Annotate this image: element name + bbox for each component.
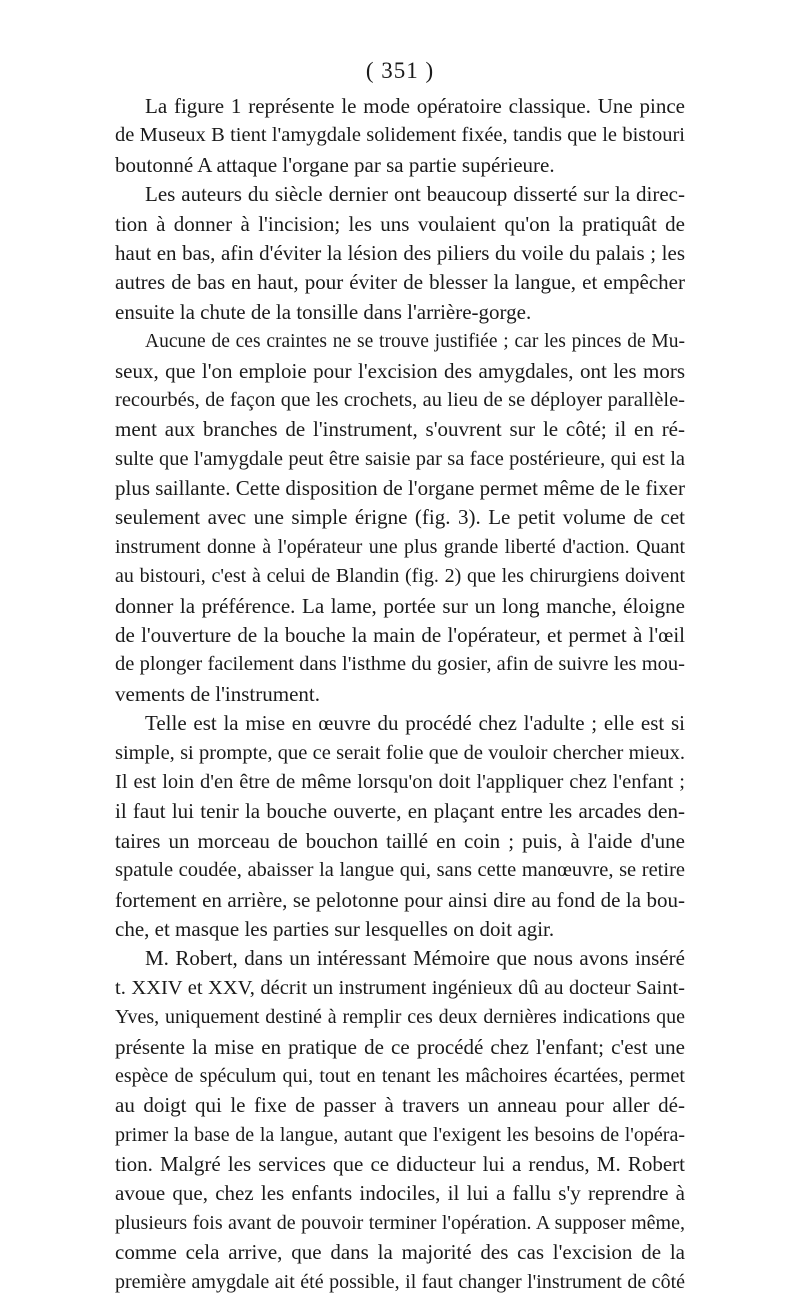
- text-line: Aucune de ces craintes ne se trouve justifiée ; car les pinces de Mu-: [145, 331, 685, 353]
- text-line: au doigt qui le fixe de passer à travers un anneau pour aller dé-: [115, 1093, 685, 1118]
- text-line: il faut lui tenir la bouche ouverte, en plaçant entre les arcades den-: [115, 799, 685, 824]
- text-line: Telle est la mise en œuvre du procédé chez l'adulte ; elle est si: [145, 711, 685, 736]
- text-line: M. Robert, dans un intéressant Mémoire que nous avons inséré: [145, 946, 685, 971]
- text-line: che, et masque les parties sur lesquelles on doit agir.: [115, 916, 555, 941]
- text-line: seux, que l'on emploie pour l'excision des amygdales, ont les mors: [115, 358, 685, 383]
- text-line: vements de l'instrument.: [115, 681, 320, 706]
- text-line: La figure 1 représente le mode opératoire classique. Une pince: [145, 94, 685, 118]
- text-line: Les auteurs du siècle dernier ont beaucoup disserté sur la direc-: [145, 182, 685, 207]
- paragraph: [115, 944, 685, 1297]
- text-line: avoue que, chez les enfants indociles, il lui a fallu s'y reprendre à: [115, 1181, 685, 1206]
- text-line: de plonger facilement dans l'isthme du gosier, afin de suivre les mou-: [115, 653, 685, 676]
- text-line: boutonné A attaque l'organe par sa partie supérieure.: [115, 152, 555, 177]
- text-line: t. XXIV et XXV, décrit un instrument ingénieux dû au docteur Saint-: [115, 976, 685, 999]
- text-line: instrument donne à l'opérateur une plus grande liberté d'action. Quant: [115, 535, 685, 558]
- text-line: sulte que l'amygdale peut être saisie par sa face postérieure, qui est la: [115, 447, 685, 470]
- text-line: autres de bas en haut, pour éviter de blesser la langue, et empêcher: [115, 270, 685, 295]
- text-line: ment aux branches de l'instrument, s'ouvrent sur le côté; il en ré-: [115, 417, 685, 442]
- text-line: au bistouri, c'est à celui de Blandin (fig. 2) que les chirurgiens doivent: [115, 565, 685, 588]
- text-line: Yves, uniquement destiné à remplir ces deux dernières indications que: [115, 1006, 685, 1029]
- paragraph: [115, 180, 685, 327]
- text-line: taires un morceau de bouchon taillé en coin ; puis, à l'aide d'une: [115, 828, 685, 853]
- paragraph: [115, 92, 685, 180]
- text-line: première amygdale ait été possible, il faut changer l'instrument de côté: [115, 1270, 685, 1293]
- text-line: présente la mise en pratique de ce procédé chez l'enfant; c'est une: [115, 1034, 685, 1059]
- text-line: haut en bas, afin d'éviter la lésion des piliers du voile du palais ; les: [115, 240, 685, 265]
- text-line: fortement en arrière, se pelotonne pour ainsi dire au fond de la bou-: [115, 887, 685, 912]
- text-line: de Museux B tient l'amygdale solidement fixée, tandis que le bistouri: [115, 124, 685, 147]
- text-line: Il est loin d'en être de même lorsqu'on doit l'appliquer chez l'enfant ;: [115, 770, 685, 793]
- text-line: seulement avec une simple érigne (fig. 3). Le petit volume de cet: [115, 505, 685, 530]
- text-line: donner la préférence. La lame, portée sur un long manche, éloigne: [115, 593, 685, 618]
- text-line: tion. Malgré les services que ce diducteur lui a rendus, M. Robert: [115, 1152, 685, 1177]
- text-line: tion à donner à l'incision; les uns voulaient qu'on la pratiquât de: [115, 211, 685, 236]
- text-line: espèce de spéculum qui, tout en tenant les mâchoires écartées, permet: [115, 1064, 685, 1087]
- text-line: de l'ouverture de la bouche la main de l'opérateur, et permet à l'œil: [115, 623, 685, 648]
- text-line: recourbés, de façon que les crochets, au lieu de se déployer parallèle-: [115, 388, 685, 411]
- paragraph: [115, 709, 685, 944]
- text-line: comme cela arrive, que dans la majorité des cas l'excision de la: [115, 1240, 685, 1265]
- text-line: plus saillante. Cette disposition de l'organe permet même de le fixer: [115, 476, 685, 501]
- page-number: ( 351 ): [365, 58, 435, 83]
- text-line: spatule coudée, abaisser la langue qui, sans cette manœuvre, se retire: [115, 859, 685, 882]
- text-line: plusieurs fois avant de pouvoir terminer l'opération. A supposer même,: [115, 1211, 685, 1234]
- body-text: [115, 92, 685, 1297]
- text-line: simple, si prompte, que ce serait folie que de vouloir chercher mieux.: [115, 741, 685, 764]
- paragraph: [115, 327, 685, 709]
- text-line: primer la base de la langue, autant que l'exigent les besoins de l'opéra-: [115, 1123, 685, 1146]
- text-line: ensuite la chute de la tonsille dans l'arrière-gorge.: [115, 299, 532, 324]
